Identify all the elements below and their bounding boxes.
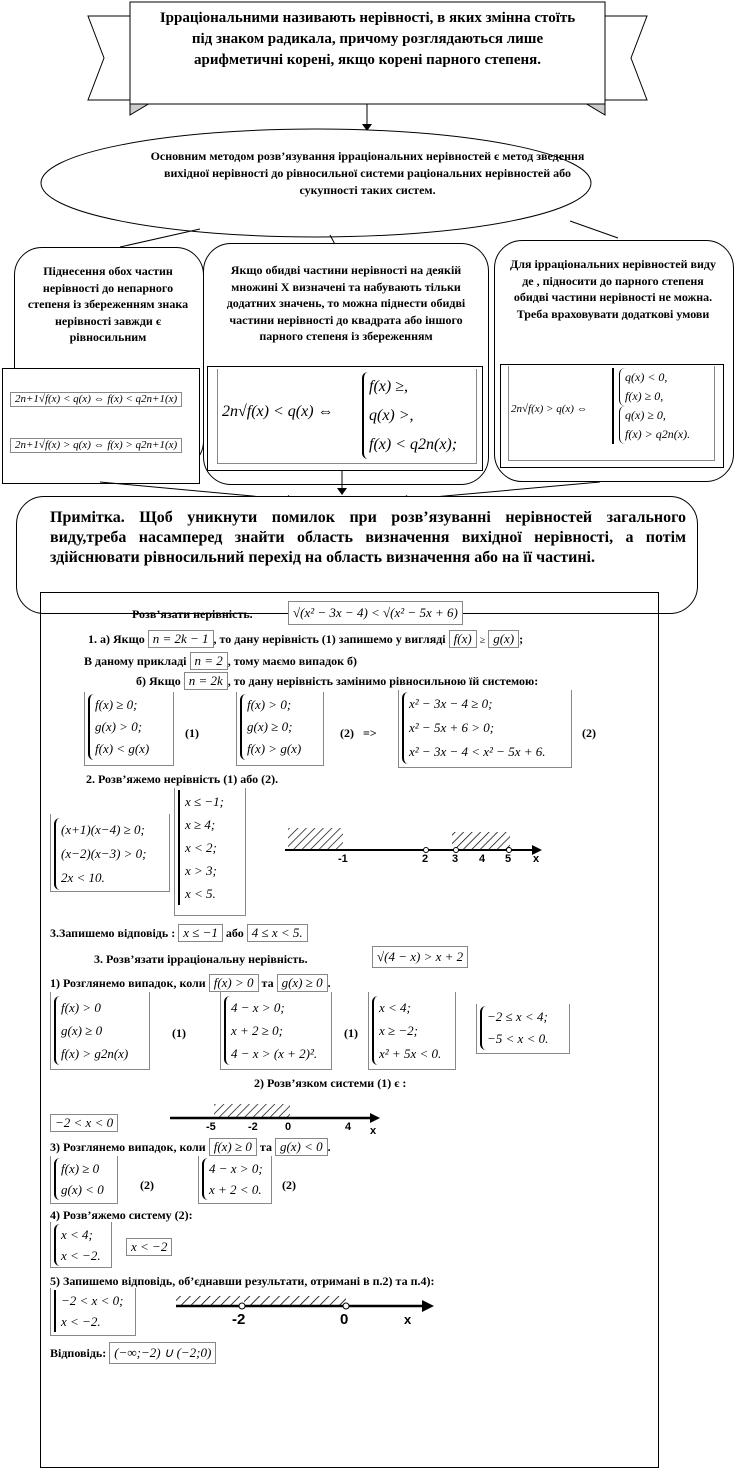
ex2-s1 (50, 974, 331, 992)
number-line-1 (280, 820, 550, 870)
ex2-sysA (54, 996, 128, 1065)
ex2-task: 3. Розв’язати ірраціональну нерівність. (94, 952, 308, 966)
banner-text (150, 8, 585, 71)
ex1-sys3-r2: x² − 5x + 6 > 0; (409, 720, 495, 735)
ex1-sys3-r3: x² − 3x − 4 < x² − 5x + 6. (409, 744, 546, 759)
ex1-sys2-label (340, 726, 377, 741)
banner-rest: називають нерівності, в яких змінна стоїть під знаком радикала, причому розглядаються лише арифметичні корені, якщо корені парного степеня. (191, 10, 576, 68)
ex1-sys1-r2: g(x) > 0; (95, 719, 143, 734)
ex2-s1-end: . (327, 976, 331, 990)
ex2-s3-f1: f(x) ≥ 0 (209, 1138, 257, 1156)
ex1-case (84, 652, 357, 670)
axis-arrow-3 (422, 1300, 434, 1312)
ex2-sysG (54, 1224, 101, 1266)
right-row-2: f(x) ≥ 0, (625, 389, 664, 403)
note-text (50, 508, 686, 568)
left-formula-2: 2n+1√f(x) > q(x) ⇔ f(x) > q2n+1(x) (10, 438, 182, 453)
ex1-step1b (136, 672, 538, 690)
ex2-sysA-r1: f(x) > 0 (61, 1000, 101, 1015)
tick-label-xc: x (404, 1312, 412, 1327)
ex2-sysE (54, 1158, 104, 1200)
ex2-sysA-label: (1) (172, 1026, 186, 1040)
ex2-sysF-r1: 4 − x > 0; (209, 1161, 263, 1176)
ex1-step1b-formula: n = 2k (184, 672, 228, 690)
ex1-step1a-pre: 1. а) Якщо (88, 632, 145, 646)
ex1-case-formula: n = 2 (190, 652, 228, 670)
ex1-step1a-formula: n = 2k − 1 (148, 630, 214, 648)
point-3 (454, 848, 459, 853)
ex1-set4-r2: x ≥ 4; (185, 817, 216, 832)
ex1-sys3-r1: x² − 3x − 4 ≥ 0; (409, 696, 493, 711)
ex1-arrow: => (363, 726, 377, 740)
ellipse-text: Основним методом розв’язування ірраціональних нерівностей є метод зведення вихідної нерівності до рівносильної системи раціональних нерівностей або сукупності таких систем. (150, 149, 585, 197)
box-right-text: Для ірраціональних нерівностей виду де , підносити до парного степеня обидві частини нерівності не можна. Треба враховувати додаткові умови (510, 257, 716, 321)
ex1-sys1-r1: f(x) ≥ 0; (95, 697, 138, 712)
ex2-s3-end: . (327, 1140, 331, 1154)
ex1-set4 (178, 790, 224, 905)
ex2-sysF (202, 1158, 263, 1200)
ex2-sysC-r2: x ≥ −2; (379, 1023, 419, 1038)
ex2-s3-mid: та (259, 1140, 272, 1154)
middle-row-2: q(x) >, (369, 407, 414, 424)
ex1-answer-pre: 3.Запишемо відповідь : (50, 926, 176, 940)
box-left-text: Піднесення обох частин нерівності до непарного степеня із збереженням знака нерівності завжди є рівносильним (27, 264, 189, 344)
middle-formula-lhs: 2n√f(x) < q(x) ⇔ (222, 403, 334, 420)
ex1-task: Розв’язати нерівність. (132, 607, 253, 621)
ex1-answer-mid: або (225, 926, 244, 940)
ex2-sysB (224, 996, 317, 1065)
ex1-sys1 (88, 694, 149, 760)
point-2 (424, 848, 429, 853)
ex1-sys1-label: (1) (185, 726, 199, 740)
ex2-s5: 5) Запишемо відповідь, об’єднавши результати, отримані в п.2) та п.4): (50, 1274, 435, 1288)
ex2-s1-mid: та (261, 976, 274, 990)
middle-formula-system (362, 372, 457, 459)
ex2-s3 (50, 1138, 331, 1156)
ex2-sysA-r3: f(x) > g2n(x) (61, 1046, 129, 1061)
ex1-answer-f2: 4 ≤ x < 5. (247, 924, 308, 942)
axis-arrow-2 (370, 1113, 380, 1123)
tick-label-2: 2 (422, 853, 429, 865)
ex2-sysD-r1: −2 ≤ x < 4; (487, 1009, 548, 1024)
ex2-sysF-r2: x + 2 < 0. (209, 1182, 262, 1197)
ex1-step1a-g: g(x) (488, 630, 519, 648)
tick-label-4b: 4 (345, 1121, 352, 1133)
ex1-step1a-f: f(x) (449, 630, 477, 648)
ex1-sys2-r1: f(x) > 0; (247, 697, 292, 712)
ex1-step1a-end: ; (519, 632, 524, 646)
ex2-s4: 4) Розв’яжемо систему (2): (50, 1208, 193, 1222)
ex2-sysB-label: (1) (344, 1026, 358, 1040)
ex2-s1-f2: g(x) ≥ 0 (277, 974, 328, 992)
ex1-set4-r4: x > 3; (185, 863, 217, 878)
ex2-sysE-r2: g(x) < 0 (61, 1182, 104, 1197)
ex2-s4-result: x < −2 (126, 1238, 172, 1256)
ex2-sysC-r1: x < 4; (379, 1000, 411, 1015)
ex2-sysE-label: (2) (140, 1178, 154, 1192)
ex1-set4-r3: x < 2; (185, 840, 217, 855)
point-5 (507, 848, 512, 853)
tick-label-minus2: -2 (248, 1121, 258, 1133)
ex1-task-formula: √(x² − 3x − 4) < √(x² − 5x + 6) (288, 601, 463, 625)
hatch-region-1 (288, 828, 343, 850)
ex2-s3-f2: g(x) < 0 (275, 1138, 328, 1156)
ex2-setH-r1: −2 < x < 0; (61, 1293, 124, 1308)
ex1-sys3 (402, 692, 546, 764)
ex1-sys4-r3: 2x < 10. (61, 870, 105, 885)
ex1-answer (50, 924, 308, 942)
tick-label-x: x (533, 853, 540, 865)
ex2-answer-label: Відповідь: (50, 1346, 107, 1360)
ex1-sys4-r1: (x+1)(x−4) ≥ 0; (61, 822, 145, 837)
ex2-sysE-r1: f(x) ≥ 0 (61, 1161, 100, 1176)
note-body: Щоб уникнути помилок при розв’язуванні нерівностей загального виду,треба насамперед знайти область визначення вихідної нерівності, а потім здійснювати рівносильний перехід на область визначення або на її частині. (50, 509, 686, 566)
right-formula-set (612, 368, 690, 444)
ex2-sysD (480, 1006, 548, 1050)
tick-label-0c: 0 (340, 1311, 349, 1328)
ex2-sysA-r2: g(x) ≥ 0 (61, 1023, 103, 1038)
ex1-sys2 (240, 694, 301, 760)
ex2-sysD-r2: −5 < x < 0. (487, 1031, 549, 1046)
ex2-sysB-r2: x + 2 ≥ 0; (231, 1023, 284, 1038)
ex1-sys2-label-num: (2) (340, 726, 354, 740)
point-0 (343, 1303, 349, 1309)
ex1-set4-r1: x ≤ −1; (185, 794, 225, 809)
tick-label-xb: x (370, 1125, 377, 1137)
tick-label-minus1: -1 (338, 853, 348, 865)
ex1-sys4 (54, 818, 147, 890)
ex1-sys4-r2: (x−2)(x−3) > 0; (61, 846, 147, 861)
ex2-s2-result: −2 < x < 0 (50, 1114, 118, 1132)
hatch-region-4 (176, 1296, 240, 1306)
ex2-task-formula: √(4 − x) > x + 2 (372, 946, 468, 968)
right-row-3: q(x) ≥ 0, (625, 408, 666, 422)
right-row-4: f(x) > q2n(x). (625, 427, 691, 441)
tick-label-minus5: -5 (206, 1121, 216, 1133)
number-line-2 (170, 1098, 400, 1138)
ex1-step1b-pre: б) Якщо (136, 674, 181, 688)
ex2-s3-pre: 3) Розглянемо випадок, коли (50, 1140, 206, 1154)
ex2-sysC-r3: x² + 5x < 0. (379, 1046, 442, 1061)
ex2-sysG-r1: x < 4; (61, 1227, 93, 1242)
ex1-step1b-post: , то дану нерівність замінимо рівносильною їй системою: (227, 674, 539, 688)
ex1-set4-r5: x < 5. (185, 886, 216, 901)
banner-bold: Ірраціональними (159, 10, 279, 26)
hatch-region-5 (244, 1296, 346, 1306)
ex2-sysG-r2: x < −2. (61, 1248, 101, 1263)
tick-label-3: 3 (452, 853, 459, 865)
left-formula-1: 2n+1√f(x) < q(x) ⇔ f(x) < q2n+1(x) (10, 392, 182, 407)
hatch-region-2 (452, 832, 510, 850)
ex2-sysB-r1: 4 − x > 0; (231, 1000, 285, 1015)
ex2-sysC (372, 996, 441, 1065)
middle-row-1: f(x) ≥, (369, 378, 408, 395)
ex1-sys1-r3: f(x) < g(x) (95, 741, 150, 756)
ex1-sys2-r3: f(x) > g(x) (247, 741, 302, 756)
tick-label-4: 4 (479, 853, 486, 865)
ex2-answer (50, 1342, 216, 1364)
box-middle-text: Якщо обидві частини нерівності на деякій множині Х визначені та набувають тільки додатних значень, то можна піднести обидві частини нерівності до квадрата або іншого парного степеня із збереженням (226, 263, 466, 343)
right-row-1: q(x) < 0, (625, 370, 668, 384)
number-line-3 (176, 1290, 446, 1336)
ex2-s1-pre: 1) Розглянемо випадок, коли (50, 976, 206, 990)
ex2-answer-value: (−∞;−2) ∪ (−2;0) (109, 1342, 216, 1364)
ex2-setH-r2: x < −2. (61, 1314, 101, 1329)
ex1-step1a-rel: ≥ (479, 635, 486, 646)
ex1-step1a (88, 630, 523, 648)
ex1-step1a-post: , то дану нерівність (1) запишемо у вигляді (213, 632, 446, 646)
ex2-setH (54, 1290, 123, 1332)
tick-label-5: 5 (505, 853, 512, 865)
point-minus2 (239, 1303, 245, 1309)
middle-row-3: f(x) < q2n(x); (369, 436, 458, 453)
tick-label-0: 0 (285, 1121, 292, 1133)
ex1-case-post: , тому маємо випадок б) (227, 654, 358, 668)
ex1-step2: 2. Розв’яжемо нерівність (1) або (2). (86, 772, 279, 786)
ex1-answer-f1: x ≤ −1 (178, 924, 223, 942)
tick-label-minus2c: -2 (232, 1311, 246, 1328)
hatch-region-3 (214, 1104, 290, 1118)
ex2-sysF-label: (2) (282, 1178, 296, 1192)
ex2-s1-f1: f(x) > 0 (209, 974, 259, 992)
note-bold: Примітка. (50, 509, 125, 526)
ex1-sys3-label: (2) (582, 726, 596, 740)
ex2-s2: 2) Розв’язком системи (1) є : (254, 1076, 407, 1090)
right-formula-lhs: 2n√f(x) > q(x) ⇔ (511, 403, 588, 415)
ex2-sysB-r3: 4 − x > (x + 2)². (231, 1046, 318, 1061)
box-left-formulas (2, 368, 200, 484)
ex1-case-pre: В даному прикладі (84, 654, 187, 668)
ex1-sys2-r2: g(x) ≥ 0; (247, 719, 293, 734)
